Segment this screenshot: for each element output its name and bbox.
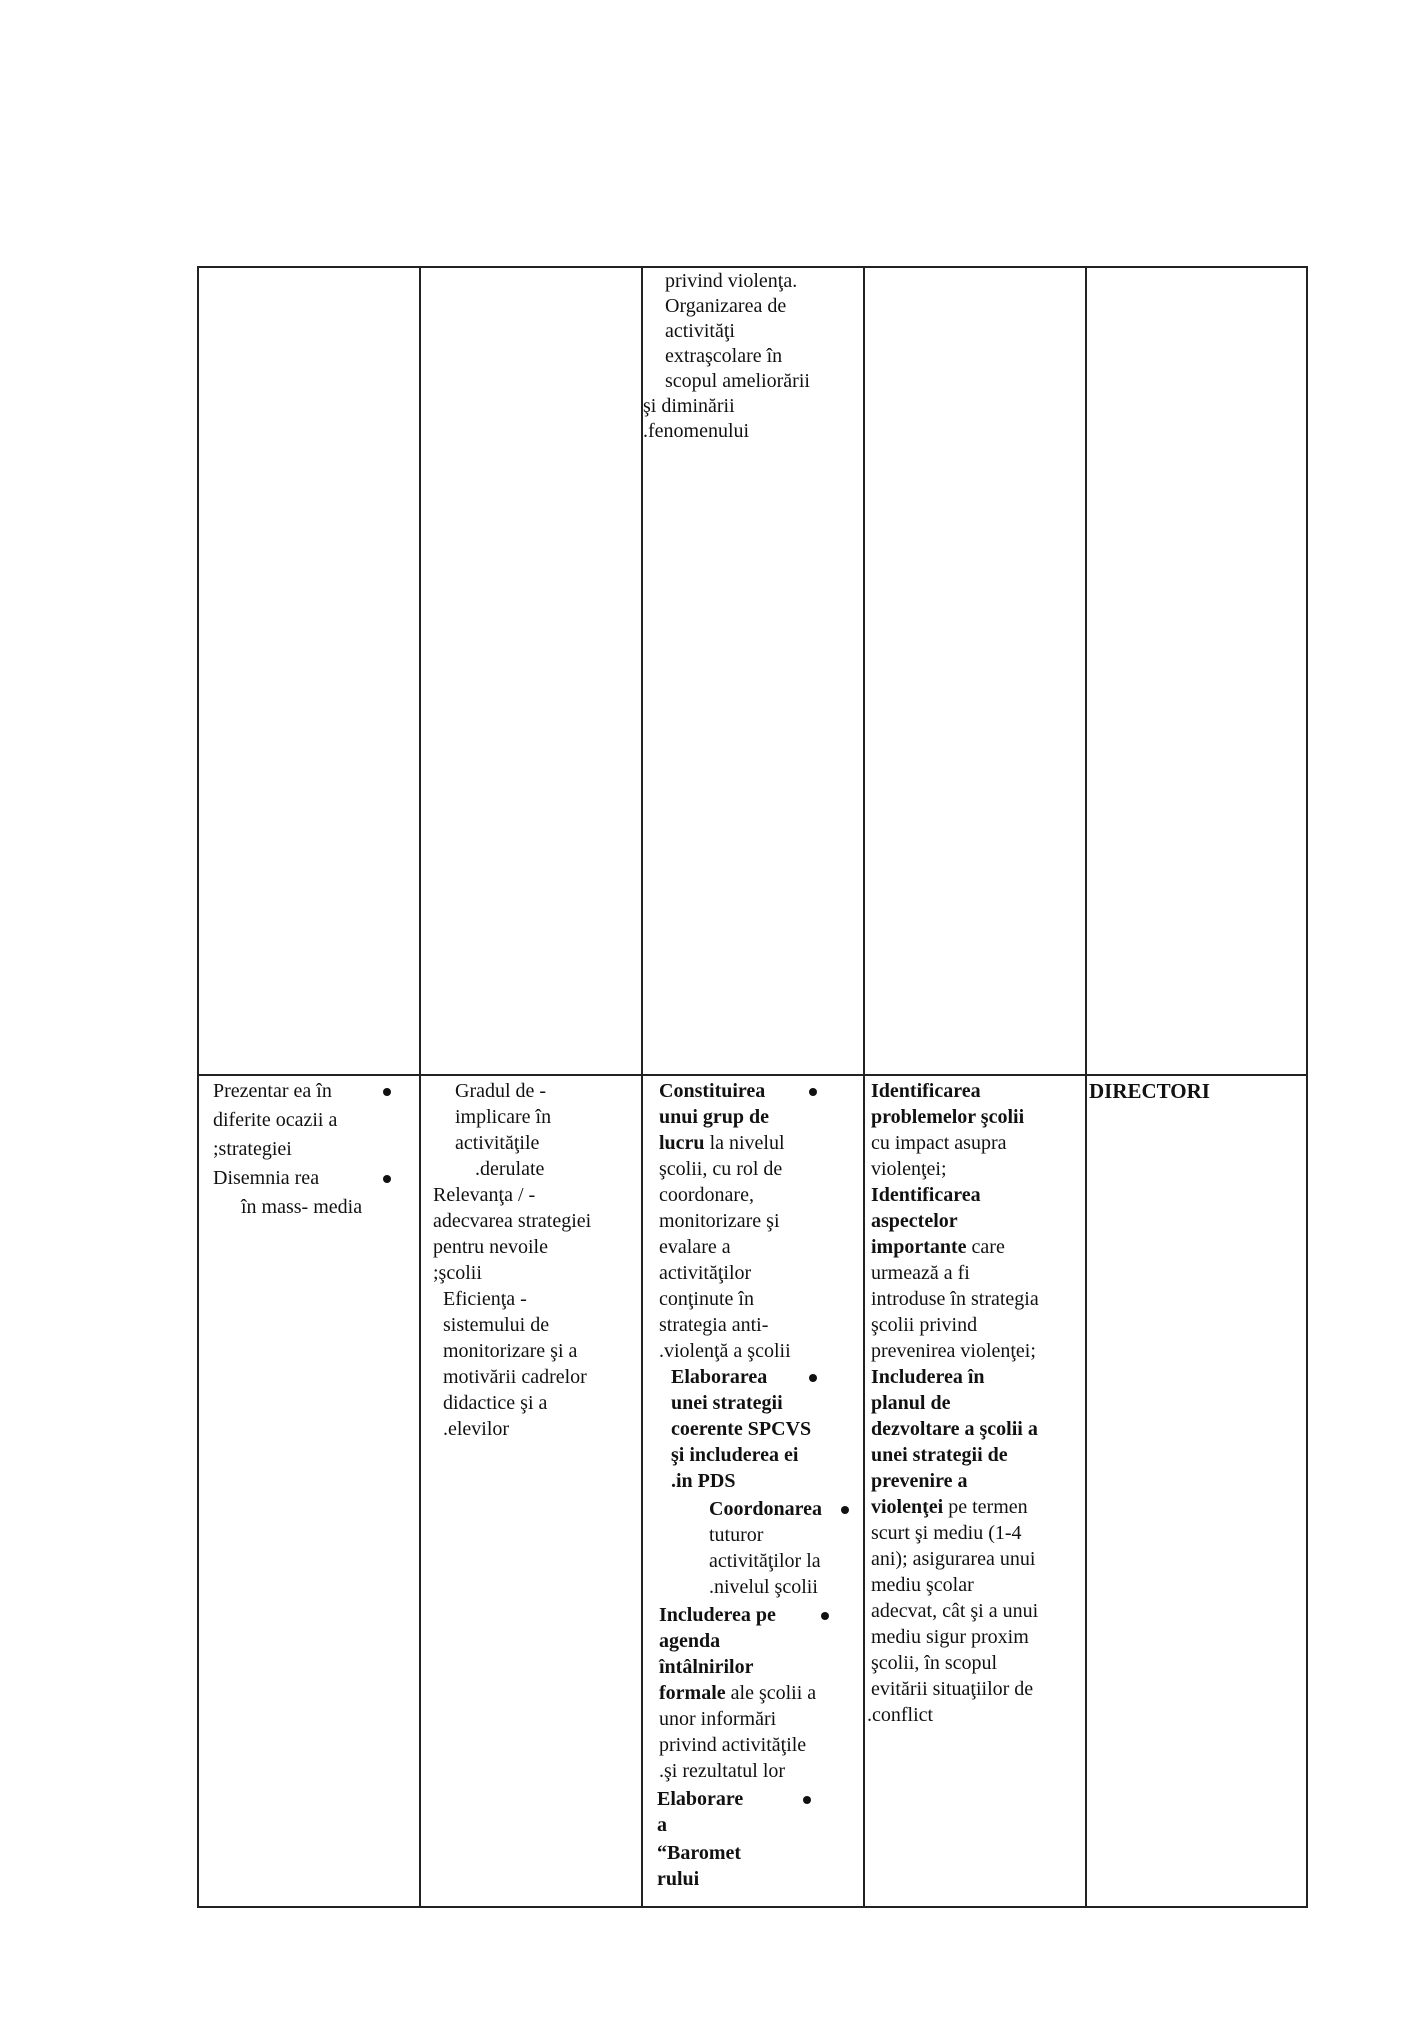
text-line: .derulate bbox=[475, 1158, 545, 1180]
text-line: adecvarea strategiei bbox=[433, 1210, 592, 1232]
text-line: întâlnirilor bbox=[659, 1656, 754, 1678]
table-cell bbox=[864, 267, 1086, 1075]
text-line: formale ale şcolii a bbox=[659, 1682, 817, 1704]
text-line: Elaborarea bbox=[671, 1366, 768, 1388]
text-line: şi diminării bbox=[643, 395, 735, 417]
text-line: şcolii, cu rol de bbox=[659, 1158, 783, 1180]
table-cell bbox=[1086, 1075, 1307, 1907]
text-line: agenda bbox=[659, 1630, 721, 1652]
bullet-icon bbox=[821, 1612, 829, 1620]
text-line: implicare în bbox=[455, 1106, 552, 1128]
text-line: şi includerea ei bbox=[671, 1444, 799, 1466]
text-line: Gradul de - bbox=[455, 1080, 547, 1102]
text-line: Eficienţa - bbox=[443, 1288, 527, 1310]
text-line: pentru nevoile bbox=[433, 1236, 548, 1258]
text-line: adecvat, cât şi a unui bbox=[871, 1600, 1039, 1622]
text-line: Prezentar ea în bbox=[213, 1080, 332, 1102]
text-line: evalare a bbox=[659, 1236, 731, 1258]
text-line: tuturor bbox=[709, 1524, 764, 1546]
objectives-cell bbox=[865, 1076, 1085, 1906]
text-line: lucru la nivelul bbox=[659, 1132, 785, 1154]
text-line: Includerea în bbox=[871, 1366, 985, 1388]
text-line: evitării situaţiilor de bbox=[871, 1678, 1034, 1700]
text-line: sistemului de bbox=[443, 1314, 550, 1336]
text-line: didactice şi a bbox=[443, 1392, 548, 1414]
text-line: extraşcolare în bbox=[665, 345, 783, 367]
text-line: conţinute în bbox=[659, 1288, 754, 1310]
table-cell bbox=[420, 267, 642, 1075]
text-line: unor informări bbox=[659, 1708, 777, 1730]
table-cell bbox=[198, 267, 420, 1075]
responsible-cell bbox=[1087, 1076, 1306, 1906]
text-line: Coordonarea bbox=[709, 1498, 822, 1520]
text-line: Elaborare bbox=[657, 1788, 744, 1810]
text-line: dezvoltare a şcolii a bbox=[871, 1418, 1038, 1440]
text-line: planul de bbox=[871, 1392, 951, 1414]
text-line: coerente SPCVS bbox=[671, 1418, 812, 1440]
text-line: .violenţă a şcolii bbox=[659, 1340, 791, 1362]
text-line: prevenire a bbox=[871, 1470, 968, 1492]
text-line: mediu şcolar bbox=[871, 1574, 974, 1596]
text-line: .fenomenului bbox=[643, 420, 750, 442]
text-line: introduse în strategia bbox=[871, 1288, 1039, 1310]
text-line: activităţi bbox=[665, 320, 735, 342]
text-line: Identificarea bbox=[871, 1080, 981, 1102]
table-row bbox=[198, 267, 1307, 1075]
text-line: problemelor şcolii bbox=[871, 1106, 1025, 1128]
text-line: .nivelul şcolii bbox=[709, 1576, 818, 1598]
responsible-label: DIRECTORI bbox=[1089, 1079, 1210, 1103]
bullet-icon bbox=[809, 1374, 817, 1382]
table-cell bbox=[642, 1075, 864, 1907]
bullet-icon bbox=[383, 1175, 391, 1183]
text-line: şcolii privind bbox=[871, 1314, 978, 1336]
strategy-table bbox=[197, 266, 1308, 1908]
text-line: activităţilor bbox=[659, 1262, 752, 1284]
text-line: rului bbox=[657, 1868, 700, 1890]
text-line: Relevanţa / - bbox=[433, 1184, 536, 1206]
table-cell bbox=[198, 1075, 420, 1907]
text-line: coordonare, bbox=[659, 1184, 754, 1206]
text-line: unui grup de bbox=[659, 1106, 770, 1128]
text-line: activităţile bbox=[455, 1132, 540, 1154]
text-line: violenţei pe termen bbox=[871, 1496, 1028, 1518]
text-line: mediu sigur proxim bbox=[871, 1626, 1029, 1648]
text-line: Organizarea de bbox=[665, 295, 787, 317]
text-line: şcolii, în scopul bbox=[871, 1652, 998, 1674]
text-line: aspectelor bbox=[871, 1210, 958, 1232]
text-line: diferite ocazii a bbox=[213, 1109, 338, 1131]
text-line: în mass- media bbox=[241, 1196, 363, 1218]
bullet-icon bbox=[841, 1506, 849, 1514]
text-line: a bbox=[657, 1814, 667, 1836]
text-line: monitorizare şi a bbox=[443, 1340, 578, 1362]
text-line: Includerea pe bbox=[659, 1604, 776, 1626]
text-line: motivării cadrelor bbox=[443, 1366, 587, 1388]
table-row bbox=[198, 1075, 1307, 1907]
text-line: ;şcolii bbox=[433, 1262, 482, 1284]
activities-cell bbox=[643, 1076, 863, 1906]
table-cell bbox=[642, 267, 864, 1075]
text-line: ;strategiei bbox=[213, 1138, 292, 1160]
text-line: privind violenţa. bbox=[665, 270, 798, 292]
text-line: .conflict bbox=[867, 1704, 934, 1726]
text-line: importante care bbox=[871, 1236, 1005, 1258]
bullet-icon bbox=[803, 1796, 811, 1804]
table-cell bbox=[864, 1075, 1086, 1907]
text-line: Constituirea bbox=[659, 1080, 766, 1102]
activities-continuation-cell bbox=[643, 268, 863, 1074]
text-line: privind activităţile bbox=[659, 1734, 807, 1756]
text-line: cu impact asupra bbox=[871, 1132, 1007, 1154]
text-line: “Baromet bbox=[657, 1842, 742, 1864]
text-line: violenţei; bbox=[871, 1158, 947, 1180]
bullet-icon bbox=[809, 1088, 817, 1096]
text-line: monitorizare şi bbox=[659, 1210, 780, 1232]
bullet-icon bbox=[383, 1088, 391, 1096]
text-line: scurt şi mediu (1-4 bbox=[871, 1522, 1022, 1544]
text-line: prevenirea violenţei; bbox=[871, 1340, 1036, 1362]
text-line: .in PDS bbox=[671, 1470, 736, 1492]
text-line: unei strategii bbox=[671, 1392, 783, 1414]
dissemination-cell bbox=[199, 1076, 419, 1906]
text-line: .şi rezultatul lor bbox=[659, 1760, 786, 1782]
text-line: unei strategii de bbox=[871, 1444, 1008, 1466]
table-cell bbox=[1086, 267, 1307, 1075]
text-line: Identificarea bbox=[871, 1184, 981, 1206]
text-line: urmează a fi bbox=[871, 1262, 970, 1284]
indicators-cell bbox=[421, 1076, 641, 1906]
text-line: scopul ameliorării bbox=[665, 370, 810, 392]
text-line: ani); asigurarea unui bbox=[871, 1548, 1036, 1570]
text-line: Disemnia rea bbox=[213, 1167, 320, 1189]
text-line: activităţilor la bbox=[709, 1550, 821, 1572]
text-line: .elevilor bbox=[443, 1418, 510, 1440]
text-line: strategia anti- bbox=[659, 1314, 769, 1336]
table-cell bbox=[420, 1075, 642, 1907]
